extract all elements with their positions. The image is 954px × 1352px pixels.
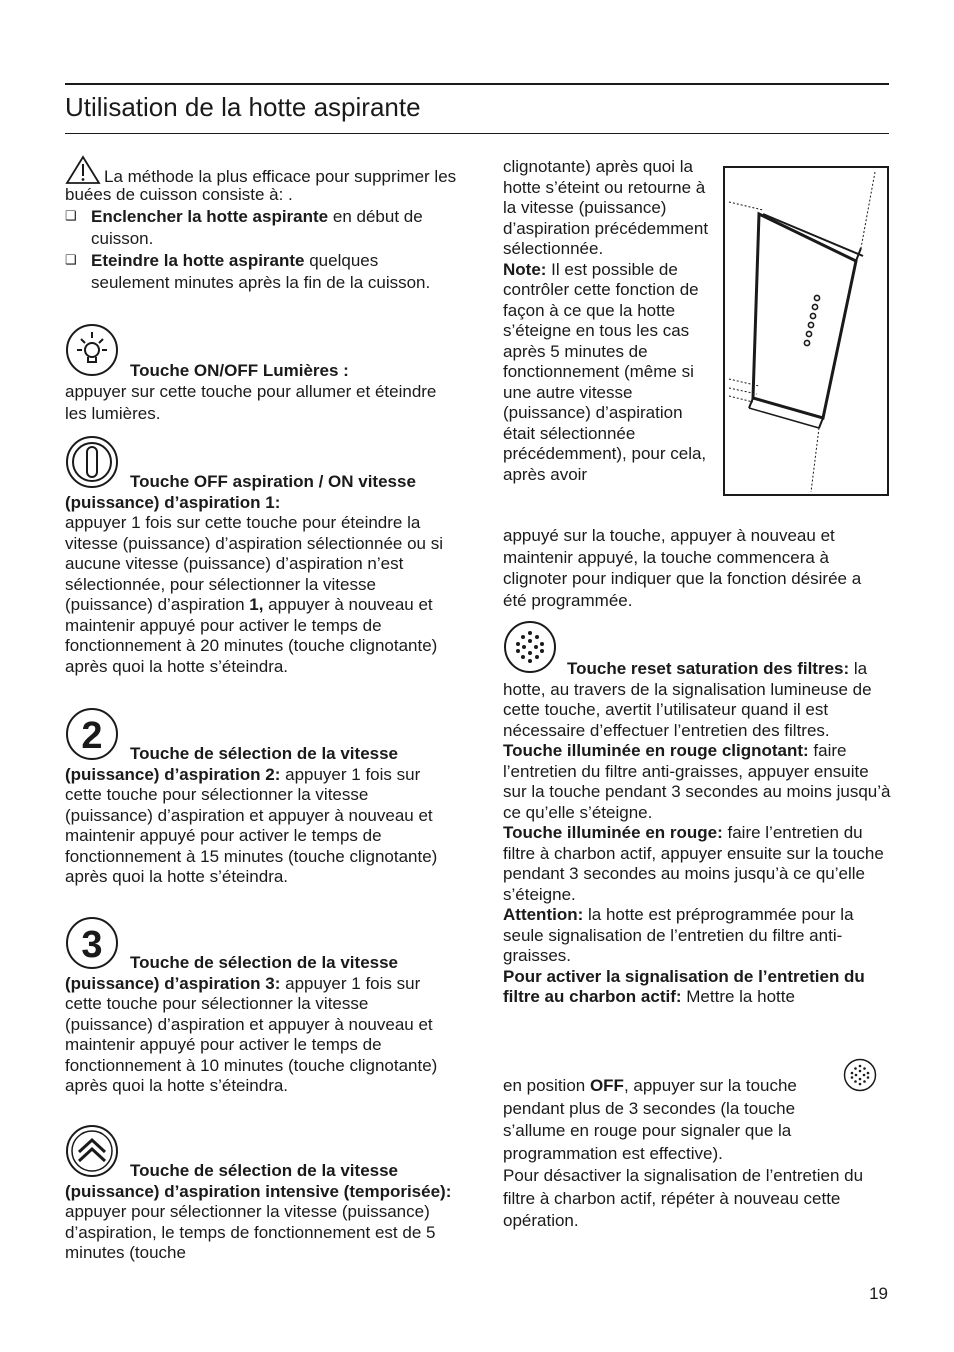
position-text-3: pendant plus de 3 secondes (la touche s’allume en rouge pour signaler que la programmation est effective). bbox=[503, 1098, 796, 1163]
list-item-bold: Enclencher la hotte aspirante bbox=[91, 207, 329, 226]
list-item-text: quelques seulement minutes après la fin de la cuisson. bbox=[91, 251, 431, 292]
position-off-block bbox=[503, 1075, 893, 1233]
intensive-section bbox=[65, 1161, 460, 1264]
red-text: faire l’entretien du filtre à charbon actif, appuyer ensuite sur la touche pendant 3 secondes au moins jusqu’à ce qu’elle s’éteigne. bbox=[503, 823, 884, 904]
off-on-heading: Touche OFF aspiration / ON vitesse (puissance) d’aspiration 1: bbox=[65, 472, 416, 512]
page-number: 19 bbox=[869, 1284, 888, 1303]
speed-3-label: 3 bbox=[81, 924, 103, 966]
intro-block bbox=[65, 168, 460, 294]
continued-block-2 bbox=[503, 525, 889, 611]
position-text-2: , appuyer sur la touche bbox=[623, 1076, 797, 1095]
note-text: Il est possible de contrôler cette fonction de façon à ce que la hotte s’éteigne en tous les cas après 5 minutes de fonctionnement (même si une autre vitesse (puissance) d’aspiration était sélectionnée précédemment), pour cela, après avoir bbox=[503, 259, 707, 484]
lights-text: appuyer sur cette touche pour allumer et éteindre les lumières. bbox=[65, 382, 437, 423]
checkbox-icon: ❑ bbox=[65, 208, 77, 223]
speed-2-heading: Touche de sélection de la vitesse (puissance) d’aspiration 2: bbox=[65, 744, 399, 784]
activate-label: Pour activer la signalisation de l’entretien du filtre au charbon actif: bbox=[503, 966, 865, 1006]
continued-text-2: appuyé sur la touche, appuyer à nouveau et maintenir appuyé, la touche commencera à clignoter pour indiquer que la fonction désirée a été programmée. bbox=[503, 526, 862, 610]
deactivate-text: Pour désactiver la signalisation de l’entretien du filtre à charbon actif, répéter à nouveau cette opération. bbox=[503, 1166, 864, 1230]
speed-3-section bbox=[65, 953, 460, 1097]
off-on-text: appuyer 1 fois sur cette touche pour éteindre la vitesse (puissance) d’aspiration sélectionnée ou si aucune vitesse (puissance) d’aspiration n’est sélectionnée, pour sélectionner la vitesse (puissance) d’aspiration bbox=[65, 513, 443, 614]
activate-text: Mettre la hotte bbox=[681, 987, 795, 1006]
speed-3-heading: Touche de sélection de la vitesse (puissance) d’aspiration 3: bbox=[65, 953, 399, 993]
title-underline bbox=[65, 133, 889, 134]
list-item-text: en début de cuisson. bbox=[91, 207, 423, 248]
red-label: Touche illuminée en rouge: bbox=[503, 823, 723, 842]
off-label: OFF bbox=[589, 1076, 624, 1095]
off-on-bold: 1, bbox=[249, 595, 264, 614]
attention-label: Attention: bbox=[503, 905, 584, 924]
list-item-bold: Eteindre la hotte aspirante bbox=[91, 251, 305, 270]
note-label: Note: bbox=[503, 259, 547, 279]
filter-section bbox=[503, 659, 893, 1008]
checkbox-icon: ❑ bbox=[65, 252, 77, 267]
red-blink-text: faire l’entretien du filtre anti-graisses, appuyer ensuite sur la touche pendant 3 secondes au moins jusqu’à ce qu’elle s’éteigne. bbox=[503, 741, 891, 822]
attention-text: la hotte est préprogrammée pour la seule signalisation de l’entretien du filtre anti-graisses. bbox=[503, 905, 854, 965]
intro-text: La méthode la plus efficace pour supprimer les buées de cuisson consiste à: . bbox=[65, 167, 457, 204]
speed-2-label: 2 bbox=[81, 715, 103, 757]
off-on-text-2: appuyer à nouveau et maintenir appuyé pour activer le temps de fonctionnement à 20 minutes (touche clignotante) après quoi la hotte s’éteindra. bbox=[65, 595, 438, 676]
off-on-section bbox=[65, 472, 460, 677]
continued-block bbox=[503, 157, 717, 485]
red-blink-label: Touche illuminée en rouge clignotant: bbox=[503, 741, 809, 760]
intensive-text: appuyer pour sélectionner la vitesse (puissance) d’aspiration, le temps de fonctionnement est de 5 minutes (touche bbox=[65, 1202, 436, 1262]
speed-3-text: appuyer 1 fois sur cette touche pour sélectionner la vitesse (puissance) d’aspiration et appuyer à nouveau et maintenir appuyé pour activer le temps de fonctionnement à 10 minutes (touche clignotante) après quoi la hotte s’éteindra. bbox=[65, 973, 438, 1095]
lights-section bbox=[65, 360, 460, 425]
list-item bbox=[65, 206, 460, 250]
list-item bbox=[65, 250, 460, 294]
filter-heading: Touche reset saturation des filtres: bbox=[567, 659, 850, 678]
position-text: en position bbox=[503, 1076, 590, 1095]
page-title: Utilisation de la hotte aspirante bbox=[65, 92, 421, 122]
hood-illustration bbox=[723, 166, 889, 496]
continued-text: clignotante) après quoi la hotte s’éteint ou retourne à la vitesse (puissance) d’aspiration précédemment sélectionnée. bbox=[503, 157, 709, 258]
lights-heading: Touche ON/OFF Lumières : bbox=[130, 361, 349, 380]
speed-2-section bbox=[65, 744, 460, 888]
intensive-heading: Touche de sélection de la vitesse (puissance) d’aspiration intensive (temporisée): bbox=[65, 1161, 452, 1201]
top-rule bbox=[65, 83, 889, 85]
filter-text: la hotte, au travers de la signalisation lumineuse de cette touche, avertit l’utilisateur quand il est nécessaire d’effectuer l’entretien des filtres. bbox=[503, 659, 872, 740]
speed-2-text: appuyer 1 fois sur cette touche pour sélectionner la vitesse (puissance) d’aspiration et appuyer à nouveau et maintenir appuyé pour activer le temps de fonctionnement à 15 minutes (touche clignotante) après quoi la hotte s’éteindra. bbox=[65, 764, 438, 886]
